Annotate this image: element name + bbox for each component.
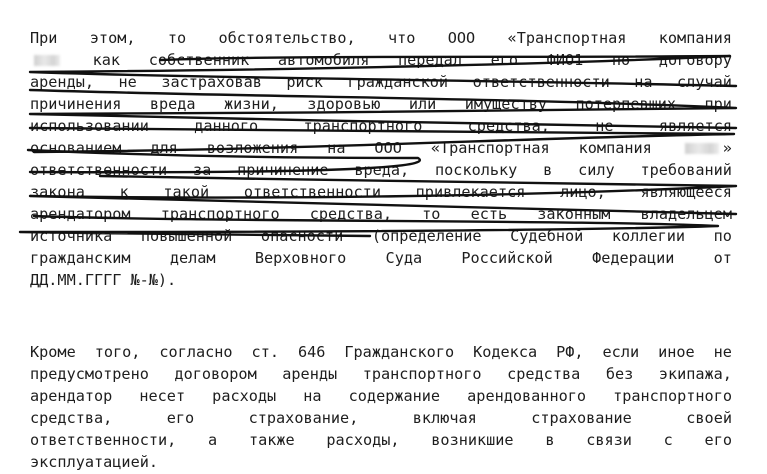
word: ответственности, bbox=[30, 431, 177, 449]
text-line bbox=[30, 269, 732, 291]
word: на bbox=[327, 139, 346, 157]
word: повышенной bbox=[140, 227, 233, 245]
word: экипажа, bbox=[658, 365, 732, 383]
word: ответственности bbox=[472, 73, 610, 91]
word: причинение bbox=[237, 161, 329, 179]
word: автомобиля bbox=[277, 51, 370, 69]
text-line bbox=[30, 363, 732, 385]
word: «Транспортная bbox=[507, 29, 627, 47]
text-line bbox=[30, 27, 732, 49]
word: силу bbox=[578, 161, 615, 179]
word: источника bbox=[30, 227, 113, 245]
word: есть bbox=[470, 205, 508, 223]
paragraph-lease-expenses bbox=[30, 341, 732, 473]
word: делам bbox=[169, 249, 216, 267]
word: страхование bbox=[531, 409, 632, 427]
paragraph-ownership-liability bbox=[30, 27, 732, 291]
word: в bbox=[543, 161, 553, 179]
word: РФ, bbox=[556, 343, 584, 361]
word: несет bbox=[139, 387, 186, 405]
word: ст. bbox=[251, 343, 279, 361]
word: а bbox=[208, 431, 218, 449]
word: Гражданского bbox=[344, 343, 455, 361]
word bbox=[30, 49, 64, 71]
text-line bbox=[30, 71, 732, 93]
word: связи bbox=[586, 431, 632, 449]
word: для bbox=[150, 139, 178, 157]
word: при bbox=[704, 95, 732, 113]
word: договору bbox=[658, 51, 732, 69]
text-line bbox=[30, 451, 732, 473]
word: причинения bbox=[30, 95, 122, 113]
word: использовании bbox=[30, 117, 149, 135]
word: без bbox=[605, 365, 634, 383]
word: компания bbox=[578, 139, 652, 157]
word: компания bbox=[658, 29, 732, 47]
word: аренды, bbox=[30, 73, 95, 91]
word: или bbox=[408, 95, 437, 113]
text-line bbox=[30, 203, 732, 225]
word: ФИО1 bbox=[546, 51, 584, 69]
word: обстоятельство, bbox=[218, 29, 356, 47]
word: что bbox=[387, 29, 416, 47]
text-line bbox=[30, 93, 732, 115]
text-line bbox=[30, 341, 732, 363]
word: Федерации bbox=[592, 249, 675, 267]
word: Кроме bbox=[30, 343, 76, 361]
word: средства bbox=[507, 365, 581, 383]
text-line bbox=[30, 385, 732, 407]
word: не bbox=[118, 73, 137, 91]
word: в bbox=[545, 431, 555, 449]
word: Судебной bbox=[510, 227, 584, 245]
redacted-name-blur bbox=[685, 143, 719, 154]
text-line bbox=[30, 115, 732, 137]
word: его bbox=[490, 51, 519, 69]
word: арендатором bbox=[30, 205, 131, 223]
text-line bbox=[30, 159, 732, 181]
word: иное bbox=[658, 343, 695, 361]
word: застраховав bbox=[161, 73, 262, 91]
word: При bbox=[30, 29, 58, 47]
word: поскольку bbox=[435, 161, 518, 179]
text-line bbox=[30, 429, 732, 451]
word: 646 bbox=[297, 343, 326, 361]
document-body bbox=[30, 27, 732, 473]
word: от bbox=[713, 249, 732, 267]
word: риск bbox=[286, 73, 323, 91]
word: гражданским bbox=[30, 249, 131, 267]
word: также bbox=[248, 431, 295, 449]
word: «Транспортная bbox=[430, 139, 550, 157]
word: Российской bbox=[461, 249, 553, 267]
word: являющееся bbox=[640, 183, 732, 201]
word: его bbox=[704, 431, 732, 449]
word: лицо, bbox=[560, 183, 606, 201]
word: как bbox=[92, 51, 121, 69]
word: требований bbox=[640, 161, 732, 179]
word: то bbox=[422, 205, 441, 223]
word: коллегии bbox=[611, 227, 686, 245]
word: содержание bbox=[348, 387, 441, 405]
word: ответственности bbox=[30, 161, 168, 179]
word: на bbox=[303, 387, 322, 405]
redacted-name-blur bbox=[34, 55, 60, 66]
word: Суда bbox=[385, 249, 423, 267]
word: транспортного bbox=[303, 117, 423, 135]
word: опасности bbox=[260, 227, 344, 245]
word: того, bbox=[94, 343, 141, 361]
word: по bbox=[713, 227, 732, 245]
word: имуществу bbox=[464, 95, 548, 113]
word: арендованного bbox=[467, 387, 587, 405]
word: здоровью bbox=[307, 95, 381, 113]
word: вреда bbox=[149, 95, 196, 113]
word: основанием bbox=[30, 139, 122, 157]
word: законным bbox=[537, 205, 611, 223]
word: страхование, bbox=[248, 409, 359, 427]
word: если bbox=[602, 343, 640, 361]
text-line bbox=[30, 225, 732, 247]
word: возложения bbox=[206, 139, 299, 157]
word: согласно bbox=[159, 343, 233, 361]
word: данного bbox=[194, 117, 259, 135]
word: арендатор bbox=[30, 387, 113, 405]
word: привлекается bbox=[415, 183, 526, 201]
word: собственник bbox=[148, 51, 250, 69]
word: средства, bbox=[30, 409, 113, 427]
word: эксплуатацией. bbox=[30, 453, 159, 471]
word: ДД.ММ.ГГГГ bbox=[30, 271, 122, 289]
word: возникшие bbox=[431, 431, 514, 449]
word: ООО bbox=[447, 29, 476, 47]
word: » bbox=[681, 137, 732, 159]
word: своей bbox=[686, 409, 732, 427]
text-line bbox=[30, 137, 732, 159]
word: передал bbox=[397, 51, 462, 69]
word: предусмотрено bbox=[30, 365, 149, 383]
word: Верховного bbox=[254, 249, 347, 267]
word: ООО bbox=[374, 139, 402, 157]
word: этом, bbox=[89, 29, 136, 47]
word: потерпевших bbox=[575, 95, 677, 113]
word: гражданской bbox=[347, 73, 449, 91]
word: расходы bbox=[212, 387, 277, 405]
word: расходы, bbox=[326, 431, 400, 449]
word: вреда, bbox=[354, 161, 410, 179]
word: ответственности bbox=[243, 183, 381, 201]
word: средства, bbox=[309, 205, 393, 223]
word: за bbox=[192, 161, 212, 179]
word: №-№). bbox=[130, 271, 177, 289]
word: его bbox=[166, 409, 195, 427]
word: транспортного bbox=[160, 205, 280, 223]
word: то bbox=[167, 29, 187, 47]
word: средства, bbox=[467, 117, 550, 135]
word: не bbox=[713, 343, 732, 361]
text-line bbox=[30, 49, 732, 71]
word: транспортного bbox=[362, 365, 482, 383]
word: к bbox=[119, 183, 129, 201]
paragraph-gap bbox=[30, 291, 732, 341]
text-line bbox=[30, 247, 732, 269]
word: такой bbox=[163, 183, 210, 201]
word: является bbox=[658, 117, 732, 135]
word: аренды bbox=[282, 365, 338, 383]
word: жизни, bbox=[224, 95, 279, 113]
word: по bbox=[611, 51, 631, 69]
word: договором bbox=[174, 365, 257, 383]
text-line bbox=[30, 407, 732, 429]
word: Кодекса bbox=[473, 343, 538, 361]
word: (определение bbox=[371, 227, 482, 245]
word: транспортного bbox=[613, 387, 732, 405]
text-line bbox=[30, 181, 732, 203]
word: владельцем bbox=[640, 205, 732, 223]
word: закона bbox=[30, 183, 85, 201]
word: на bbox=[634, 73, 653, 91]
word: случай bbox=[677, 73, 732, 91]
word: включая bbox=[412, 409, 477, 427]
word: не bbox=[595, 117, 614, 135]
word: с bbox=[663, 431, 673, 449]
